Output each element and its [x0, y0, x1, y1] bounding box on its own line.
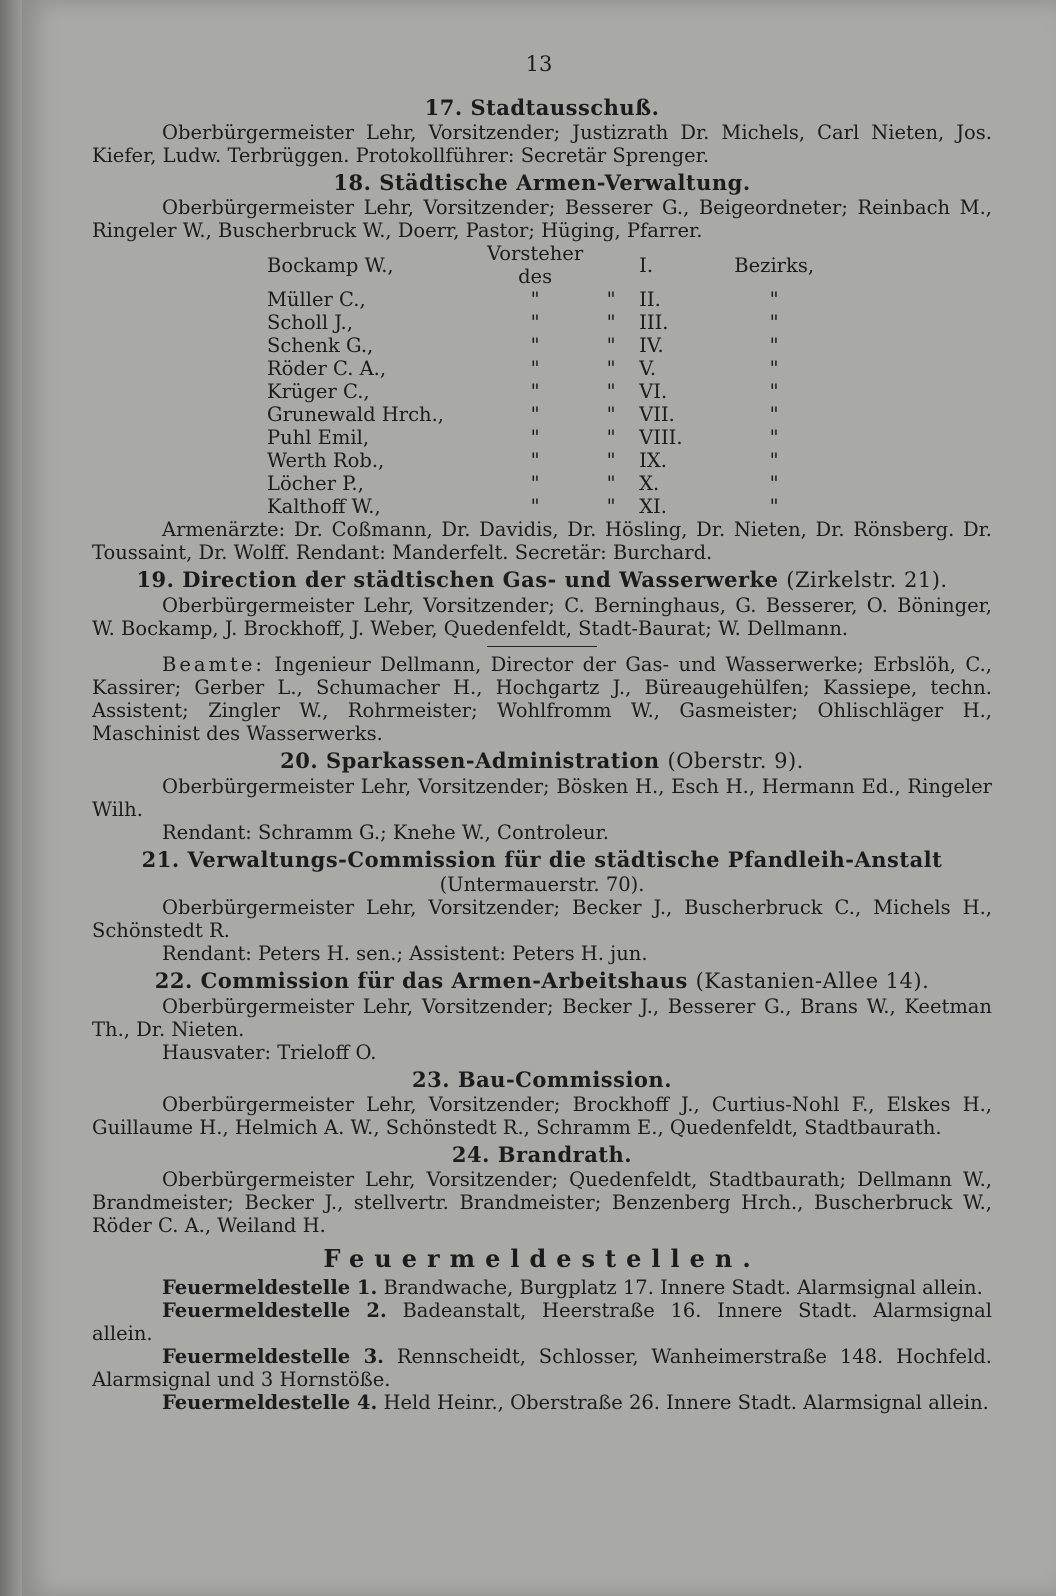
bezirk-number: II.	[639, 288, 661, 311]
vorsteher-row	[267, 357, 819, 380]
vorsteher-name: Schenk G.,	[267, 334, 374, 357]
section-24-heading: 24. Brandrath.	[451, 1142, 633, 1167]
vorsteher-role: "	[530, 426, 540, 449]
section-20-title: 20. Sparkassen-Administration	[280, 748, 660, 773]
bezirk-number: III.	[639, 311, 669, 334]
vorsteher-row	[267, 472, 819, 495]
ditto-mark: "	[606, 288, 616, 311]
vorsteher-table	[267, 242, 819, 518]
vorsteher-row	[267, 380, 819, 403]
feuermeldestelle-label: Feuermeldestelle 2.	[162, 1299, 387, 1322]
feuermeldestelle-label: Feuermeldestelle 1.	[162, 1276, 378, 1299]
feuermeldestellen-title: Feuermeldestellen.	[323, 1244, 761, 1273]
feuermeldestelle-label: Feuermeldestelle 4.	[162, 1391, 378, 1414]
section-18-aerzte: Armenärzte: Dr. Coßmann, Dr. Davidis, Dr. Hösling, Dr. Nieten, Dr. Rönsberg. Dr. Toussaint, Dr. Wolff. Rendant: Manderfelt. Secretär: Burchard.	[92, 518, 992, 564]
bezirk-number: VI.	[639, 380, 668, 403]
vorsteher-role: "	[530, 288, 540, 311]
page-content	[92, 92, 992, 1414]
ditto-mark: "	[606, 357, 616, 380]
feuermeldestelle-text: Badeanstalt, Heerstraße 16. Innere Stadt. Alarmsignal allein.	[92, 1299, 993, 1345]
ditto-mark: "	[606, 334, 616, 357]
vorsteher-name: Röder C. A.,	[267, 357, 387, 380]
ditto-mark: "	[606, 403, 616, 426]
vorsteher-role: "	[530, 449, 540, 472]
feuermeldestelle-item	[92, 1276, 992, 1299]
bezirk-label: "	[769, 334, 779, 357]
vorsteher-role: "	[530, 334, 540, 357]
section-20-location: (Oberstr. 9).	[667, 749, 804, 773]
vorsteher-role: "	[530, 311, 540, 334]
vorsteher-name: Kalthoff W.,	[267, 495, 381, 518]
section-18-text: Oberbürgermeister Lehr, Vorsitzender; Besserer G., Beigeordneter; Reinbach M., Ringeler W., Buscherbruck W., Doerr, Pastor; Hüging, Pfarrer.	[92, 196, 992, 242]
vorsteher-name: Löcher P.,	[267, 472, 364, 495]
ditto-mark: "	[606, 311, 616, 334]
vorsteher-name: Scholl J.,	[267, 311, 353, 334]
bezirk-label: "	[769, 311, 779, 334]
page-number: 13	[525, 52, 553, 76]
bezirk-label: "	[769, 357, 779, 380]
vorsteher-name: Werth Rob.,	[267, 449, 385, 472]
bezirk-label: "	[769, 380, 779, 403]
feuermeldestelle-label: Feuermeldestelle 3.	[162, 1345, 384, 1368]
bezirk-label: "	[769, 495, 779, 518]
vorsteher-row	[267, 242, 819, 288]
ditto-mark: "	[606, 472, 616, 495]
section-20-heading	[92, 749, 992, 773]
section-22-title: 22. Commission für das Armen-Arbeitshaus	[154, 968, 688, 993]
feuermeldestelle-text: Rennscheidt, Schlosser, Wanheimerstraße 148. Hochfeld. Alarmsignal und 3 Hornstöße.	[92, 1345, 992, 1391]
section-20-rendant: Rendant: Schramm G.; Knehe W., Controleur.	[162, 821, 609, 844]
ditto-mark: "	[606, 495, 616, 518]
feuermeldestelle-item	[92, 1391, 992, 1414]
bezirk-label: "	[769, 288, 779, 311]
section-23-text: Oberbürgermeister Lehr, Vorsitzender; Brockhoff J., Curtius-Nohl F., Elskes H., Guillaume H., Helmich A. W., Schönstedt R., Schramm E., Quedenfeldt, Stadtbaurath.	[92, 1093, 992, 1139]
book-binding	[0, 0, 22, 1596]
vorsteher-role: "	[530, 495, 540, 518]
vorsteher-name: Krüger C.,	[267, 380, 370, 403]
section-21-location: (Untermauerstr. 70).	[439, 873, 645, 896]
section-17-heading: 17. Stadtausschuß.	[424, 95, 660, 120]
section-22-heading	[92, 969, 992, 993]
ditto-mark	[583, 242, 639, 288]
vorsteher-row	[267, 426, 819, 449]
ditto-mark: "	[606, 449, 616, 472]
section-22-location: (Kastanien-Allee 14).	[695, 969, 930, 993]
vorsteher-name: Grunewald Hrch.,	[267, 403, 444, 426]
section-17-text: Oberbürgermeister Lehr, Vorsitzender; Justizrath Dr. Michels, Carl Nieten, Jos. Kiefer, Ludw. Terbrüggen. Protokollführer: Secretär Sprenger.	[92, 121, 992, 167]
bezirk-number: VIII.	[639, 426, 683, 449]
section-18-heading: 18. Städtische Armen-Verwaltung.	[333, 170, 751, 195]
bezirk-number: V.	[639, 357, 657, 380]
beamte-text: Ingenieur Dellmann, Director der Gas- und Wasserwerke; Erbslöh, C., Kassirer; Gerber L., Schumacher H., Hochgartz J., Büreaugehülfen; Kassiepe, techn. Assistent; Zingler W., Rohrmeister; Wohlfromm W., Gasmeister; Ohlischläger H., Maschinist des Wasserwerks.	[92, 653, 992, 745]
bezirk-number: X.	[639, 472, 660, 495]
section-23-heading: 23. Bau-Commission.	[411, 1067, 673, 1092]
section-21-heading: 21. Verwaltungs-Commission für die städtische Pfandleih-Anstalt	[141, 847, 943, 872]
feuermeldestellen-list	[92, 1276, 992, 1414]
vorsteher-role: "	[530, 403, 540, 426]
vorsteher-role: "	[530, 380, 540, 403]
section-21-rendant: Rendant: Peters H. sen.; Assistent: Peters H. jun.	[162, 942, 648, 965]
vorsteher-row	[267, 334, 819, 357]
ditto-mark: "	[606, 426, 616, 449]
bezirk-label: Bezirks,	[734, 253, 815, 277]
section-19-text: Oberbürgermeister Lehr, Vorsitzender; C. Berninghaus, G. Besserer, O. Böninger, W. Bockamp, J. Brockhoff, J. Weber, Quedenfeldt, Stadt-Baurat; W. Dellmann.	[92, 594, 992, 640]
ditto-mark: "	[606, 380, 616, 403]
vorsteher-name: Puhl Emil,	[267, 426, 370, 449]
bezirk-number: IX.	[639, 449, 667, 472]
bezirk-label: "	[769, 449, 779, 472]
bezirk-number: VII.	[639, 403, 675, 426]
bezirk-number: XI.	[639, 495, 667, 518]
feuermeldestelle-text: Brandwache, Burgplatz 17. Innere Stadt. Alarmsignal allein.	[383, 1276, 983, 1299]
vorsteher-role: "	[530, 472, 540, 495]
bezirk-label: "	[769, 403, 779, 426]
section-21-text: Oberbürgermeister Lehr, Vorsitzender; Becker J., Buscherbruck C., Michels H., Schönstedt R.	[92, 896, 992, 942]
section-24-text: Oberbürgermeister Lehr, Vorsitzender; Quedenfeldt, Stadtbaurath; Dellmann W., Brandmeister; Becker J., stellvertr. Brandmeister; Benzenberg Hrch., Buscherbruck W., Röder C. A., Weiland H.	[92, 1168, 992, 1237]
section-22-hausvater: Hausvater: Trieloff O.	[162, 1041, 377, 1064]
section-19-location: (Zirkelstr. 21).	[786, 568, 948, 592]
vorsteher-role: Vorsteher des	[487, 242, 584, 288]
vorsteher-name: Müller C.,	[267, 288, 366, 311]
bezirk-number: IV.	[639, 334, 664, 357]
bezirk-number: I.	[639, 253, 654, 277]
vorsteher-row	[267, 403, 819, 426]
vorsteher-row	[267, 288, 819, 311]
feuermeldestelle-item	[92, 1299, 992, 1345]
scanned-page	[22, 0, 1056, 1596]
vorsteher-row	[267, 495, 819, 518]
bezirk-label: "	[769, 472, 779, 495]
section-20-text: Oberbürgermeister Lehr, Vorsitzender; Bösken H., Esch H., Hermann Ed., Ringeler Wilh.	[92, 775, 992, 821]
vorsteher-role: "	[530, 357, 540, 380]
feuermeldestelle-item	[92, 1345, 992, 1391]
bezirk-label: "	[769, 426, 779, 449]
divider-rule	[487, 646, 597, 647]
section-19-heading	[92, 568, 992, 592]
section-22-text: Oberbürgermeister Lehr, Vorsitzender; Becker J., Besserer G., Brans W., Keetman Th., Dr. Nieten.	[92, 995, 992, 1041]
beamte-label: Beamte:	[162, 653, 265, 676]
vorsteher-row	[267, 449, 819, 472]
vorsteher-name: Bockamp W.,	[267, 253, 394, 277]
section-19-beamte	[92, 653, 992, 745]
section-19-title: 19. Direction der städtischen Gas- und Wasserwerke	[136, 567, 779, 592]
vorsteher-row	[267, 311, 819, 334]
feuermeldestelle-text: Held Heinr., Oberstraße 26. Innere Stadt. Alarmsignal allein.	[383, 1391, 989, 1414]
